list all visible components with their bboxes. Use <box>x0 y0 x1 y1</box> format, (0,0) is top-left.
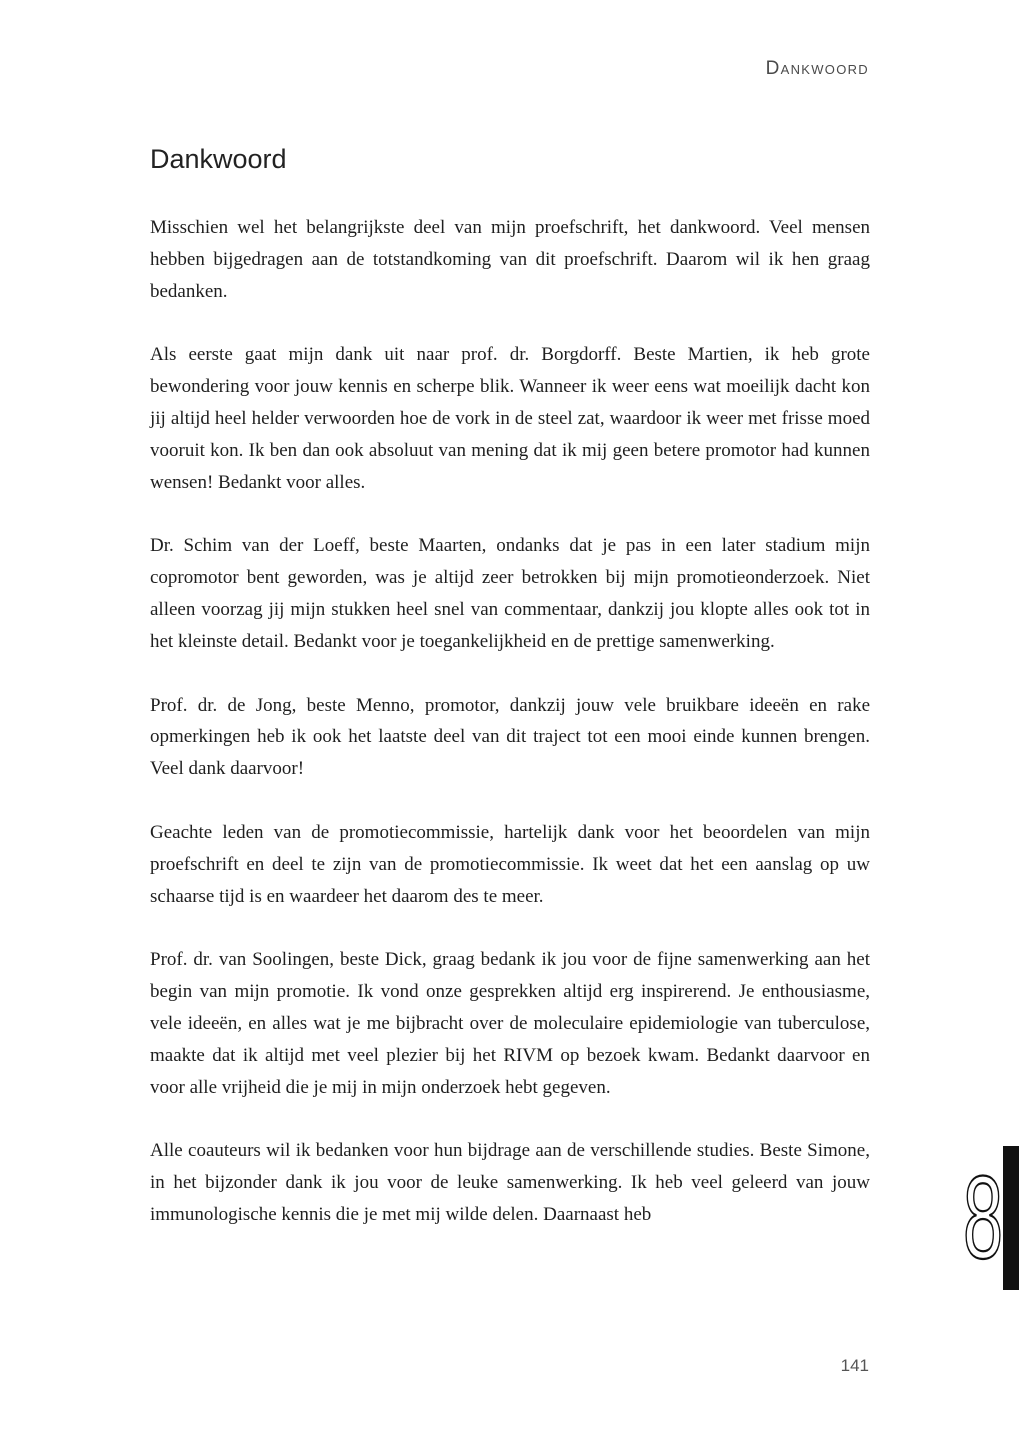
paragraph: Prof. dr. de Jong, beste Menno, promotor, dankzij jouw vele bruikbare ideeën en rake opmerkingen heb ik ook het laatste deel van dit traject tot een mooi einde kunnen brengen. Veel dank daarvoor! <box>150 694 870 780</box>
paragraph: Geachte leden van de promotiecommissie, hartelijk dank voor het beoordelen van mijn proefschrift en deel te zijn van de promotiecommissie. Ik weet dat het een aanslag op uw schaarse tijd is en waardeer het daarom des te meer. <box>150 821 870 907</box>
paragraph: Misschien wel het belangrijkste deel van mijn proefschrift, het dankwoord. Veel mensen hebben bijgedragen aan de totstandkoming van dit proefschrift. Daarom wil ik hen graag bedanken. <box>150 217 870 302</box>
chapter-number <box>960 1172 1006 1264</box>
paragraph: Dr. Schim van der Loeff, beste Maarten, ondanks dat je pas in een later stadium mijn copromotor bent geworden, was je altijd zeer betrokken bij mijn promotieonderzoek. Niet alleen voorzag jij mijn stukken heel snel van commentaar, dankzij jou klopte alles ook tot in het kleinste detail. Bedankt voor je toegankelijkheid en de prettige samenwerking. <box>150 535 870 652</box>
running-header: Dankwoord <box>765 58 869 79</box>
paragraph: Prof. dr. van Soolingen, beste Dick, graag bedank ik jou voor de fijne samenwerking aan het begin van mijn promotie. Ik vond onze gesprekken altijd erg inspirerend. Je enthousiasme, vele ideeën, en alles wat je me bijbracht over de moleculaire epidemiologie van tuberculose, maakte dat ik altijd met veel plezier bij het RIVM op bezoek kwam. Bedankt daarvoor en voor alle vrijheid die je mij in mijn onderzoek hebt gegeven. <box>150 949 870 1098</box>
page-number: 141 <box>840 1356 869 1375</box>
body-text <box>150 212 870 1263</box>
chapter-number-text: 8 <box>963 1172 1003 1264</box>
paragraph: Alle coauteurs wil ik bedanken voor hun bijdrage aan de verschillende studies. Beste Simone, in het bijzonder dank ik jou voor de leuke samenwerking. Ik heb veel geleerd van jouw immunologische kennis die je met mij wilde delen. Daarnaast heb <box>150 1140 870 1225</box>
paragraph: Als eerste gaat mijn dank uit naar prof. dr. Borgdorff. Beste Martien, ik heb grote bewondering voor jouw kennis en scherpe blik. Wanneer ik weer eens wat moeilijk dacht kon jij altijd heel helder verwoorden hoe de vork in de steel zat, waardoor ik weer met frisse moed vooruit kon. Ik ben dan ook absoluut van mening dat ik mij geen betere promotor had kunnen wensen! Bedankt voor alles. <box>150 344 870 493</box>
page-title: Dankwoord <box>150 144 287 174</box>
